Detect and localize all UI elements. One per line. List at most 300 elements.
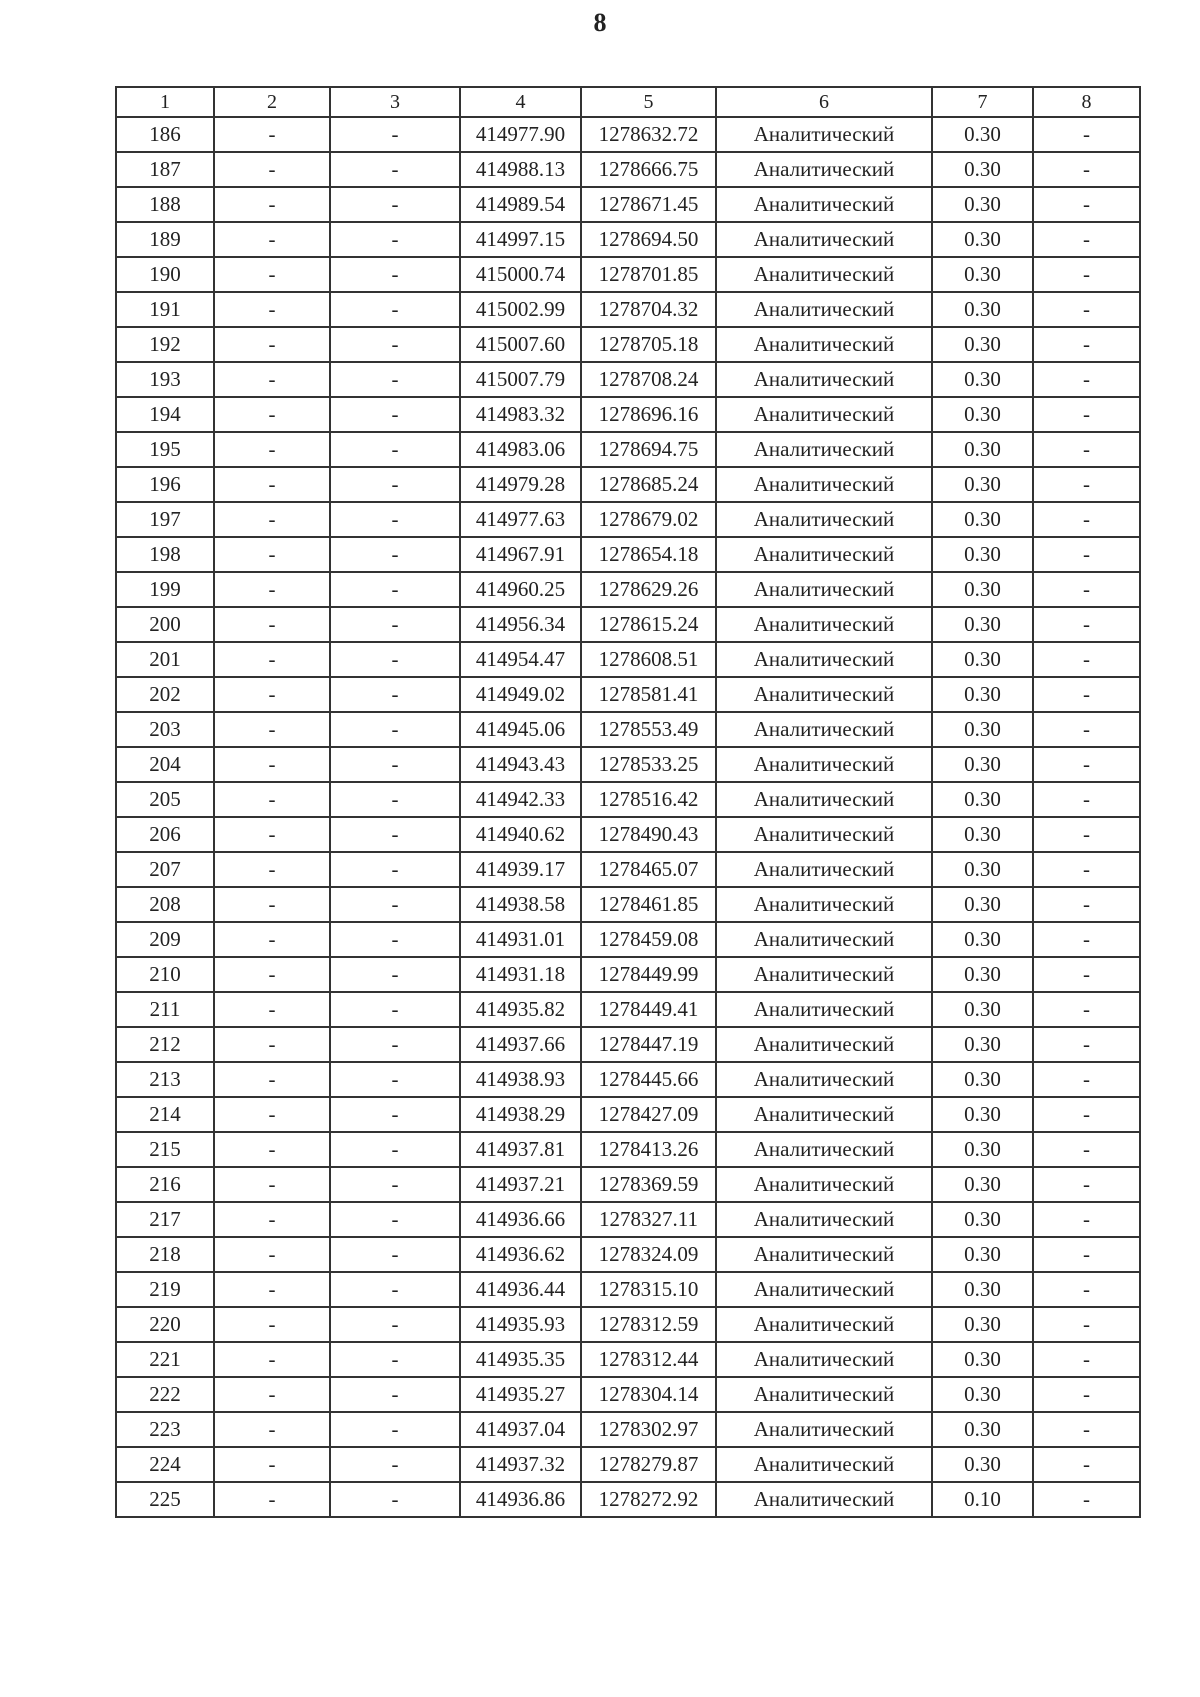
y-coordinate-cell: 1278279.87 [581,1447,716,1482]
point-number-cell: 192 [116,327,214,362]
y-coordinate-cell: 1278272.92 [581,1482,716,1517]
point-number-cell: 212 [116,1027,214,1062]
page-number: 8 [593,8,607,37]
column-2-cell: - [214,467,330,502]
x-coordinate-cell: 414936.66 [460,1202,581,1237]
x-coordinate-cell: 414949.02 [460,677,581,712]
column-8-cell: - [1033,502,1140,537]
column-2-cell: - [214,222,330,257]
accuracy-cell: 0.30 [932,922,1033,957]
method-cell: Аналитический [716,117,932,152]
column-3-cell: - [330,1342,460,1377]
point-number-cell: 217 [116,1202,214,1237]
y-coordinate-cell: 1278654.18 [581,537,716,572]
accuracy-cell: 0.30 [932,1027,1033,1062]
x-coordinate-cell: 414935.35 [460,1342,581,1377]
column-3-cell: - [330,152,460,187]
column-3-cell: - [330,1412,460,1447]
column-3-cell: - [330,887,460,922]
y-coordinate-cell: 1278413.26 [581,1132,716,1167]
y-coordinate-cell: 1278708.24 [581,362,716,397]
point-number-column-header: 1 [116,87,214,117]
column-3-cell: - [330,1097,460,1132]
point-number-cell: 189 [116,222,214,257]
y-coordinate-cell: 1278632.72 [581,117,716,152]
accuracy-cell: 0.30 [932,817,1033,852]
y-coordinate-cell: 1278629.26 [581,572,716,607]
accuracy-cell: 0.30 [932,1412,1033,1447]
column-2-cell: - [214,1272,330,1307]
table-row [116,642,1140,677]
column-2-cell: - [214,397,330,432]
y-coordinate-cell: 1278302.97 [581,1412,716,1447]
method-cell: Аналитический [716,1377,932,1412]
column-2-cell: - [214,1062,330,1097]
accuracy-cell: 0.30 [932,1202,1033,1237]
column-3-cell: - [330,292,460,327]
point-number-cell: 193 [116,362,214,397]
y-coordinate-cell: 1278533.25 [581,747,716,782]
y-coordinate-cell: 1278685.24 [581,467,716,502]
point-number-cell: 223 [116,1412,214,1447]
method-cell: Аналитический [716,922,932,957]
point-number-cell: 197 [116,502,214,537]
table-row [116,1412,1140,1447]
x-coordinate-cell: 414937.32 [460,1447,581,1482]
x-coordinate-cell: 414938.58 [460,887,581,922]
column-2-cell: - [214,1412,330,1447]
y-coordinate-column-header: 5 [581,87,716,117]
point-number-cell: 199 [116,572,214,607]
accuracy-cell: 0.30 [932,222,1033,257]
column-8-cell: - [1033,922,1140,957]
y-coordinate-cell: 1278516.42 [581,782,716,817]
point-number-cell: 224 [116,1447,214,1482]
x-coordinate-cell: 414937.21 [460,1167,581,1202]
column-2-cell: - [214,677,330,712]
x-coordinate-cell: 415007.79 [460,362,581,397]
column-2-header: 2 [214,87,330,117]
column-3-cell: - [330,397,460,432]
y-coordinate-cell: 1278694.75 [581,432,716,467]
method-cell: Аналитический [716,572,932,607]
table-row [116,1132,1140,1167]
accuracy-cell: 0.30 [932,1342,1033,1377]
x-coordinate-cell: 414954.47 [460,642,581,677]
table-row [116,1447,1140,1482]
x-coordinate-cell: 414989.54 [460,187,581,222]
x-coordinate-cell: 414943.43 [460,747,581,782]
accuracy-cell: 0.30 [932,712,1033,747]
point-number-cell: 206 [116,817,214,852]
column-3-cell: - [330,1272,460,1307]
table-row [116,1027,1140,1062]
accuracy-cell: 0.30 [932,1097,1033,1132]
method-cell: Аналитический [716,992,932,1027]
column-2-cell: - [214,362,330,397]
column-3-cell: - [330,117,460,152]
y-coordinate-cell: 1278315.10 [581,1272,716,1307]
point-number-cell: 211 [116,992,214,1027]
table-row [116,712,1140,747]
accuracy-cell: 0.10 [932,1482,1033,1517]
method-cell: Аналитический [716,1027,932,1062]
column-3-cell: - [330,1027,460,1062]
column-8-cell: - [1033,467,1140,502]
y-coordinate-cell: 1278449.41 [581,992,716,1027]
column-3-cell: - [330,362,460,397]
column-3-cell: - [330,817,460,852]
column-2-cell: - [214,572,330,607]
column-8-cell: - [1033,1412,1140,1447]
column-3-header: 3 [330,87,460,117]
x-coordinate-cell: 414983.06 [460,432,581,467]
y-coordinate-cell: 1278704.32 [581,292,716,327]
table-row [116,327,1140,362]
accuracy-cell: 0.30 [932,1132,1033,1167]
column-3-cell: - [330,677,460,712]
point-number-cell: 214 [116,1097,214,1132]
table-row [116,117,1140,152]
point-number-cell: 200 [116,607,214,642]
accuracy-cell: 0.30 [932,1237,1033,1272]
method-cell: Аналитический [716,1272,932,1307]
table-row [116,1272,1140,1307]
method-cell: Аналитический [716,1412,932,1447]
column-2-cell: - [214,1307,330,1342]
column-2-cell: - [214,782,330,817]
accuracy-cell: 0.30 [932,747,1033,782]
method-cell: Аналитический [716,677,932,712]
point-number-cell: 213 [116,1062,214,1097]
column-8-cell: - [1033,257,1140,292]
column-8-cell: - [1033,1062,1140,1097]
method-cell: Аналитический [716,1342,932,1377]
y-coordinate-cell: 1278701.85 [581,257,716,292]
method-cell: Аналитический [716,887,932,922]
column-2-cell: - [214,607,330,642]
x-coordinate-cell: 414931.01 [460,922,581,957]
table-row [116,502,1140,537]
column-8-cell: - [1033,992,1140,1027]
column-8-cell: - [1033,1027,1140,1062]
x-coordinate-cell: 414945.06 [460,712,581,747]
x-coordinate-cell: 414938.93 [460,1062,581,1097]
table-row [116,677,1140,712]
table-row [116,782,1140,817]
method-cell: Аналитический [716,467,932,502]
method-cell: Аналитический [716,1167,932,1202]
column-3-cell: - [330,1062,460,1097]
x-coordinate-cell: 414977.90 [460,117,581,152]
accuracy-cell: 0.30 [932,642,1033,677]
point-number-cell: 205 [116,782,214,817]
column-2-cell: - [214,992,330,1027]
y-coordinate-cell: 1278304.14 [581,1377,716,1412]
column-2-cell: - [214,712,330,747]
table-body [116,117,1140,1517]
column-8-cell: - [1033,327,1140,362]
column-8-cell: - [1033,432,1140,467]
x-coordinate-cell: 415007.60 [460,327,581,362]
table-row [116,397,1140,432]
column-8-cell: - [1033,152,1140,187]
column-8-cell: - [1033,817,1140,852]
point-number-cell: 186 [116,117,214,152]
point-number-cell: 195 [116,432,214,467]
column-8-cell: - [1033,607,1140,642]
x-coordinate-cell: 414939.17 [460,852,581,887]
point-number-cell: 221 [116,1342,214,1377]
column-2-cell: - [214,257,330,292]
column-2-cell: - [214,1132,330,1167]
point-number-cell: 209 [116,922,214,957]
table-row [116,1482,1140,1517]
column-3-cell: - [330,607,460,642]
column-3-cell: - [330,1202,460,1237]
point-number-cell: 194 [116,397,214,432]
column-8-cell: - [1033,1097,1140,1132]
x-coordinate-cell: 414936.62 [460,1237,581,1272]
point-number-cell: 219 [116,1272,214,1307]
column-8-cell: - [1033,187,1140,222]
column-8-header: 8 [1033,87,1140,117]
accuracy-cell: 0.30 [932,992,1033,1027]
point-number-cell: 188 [116,187,214,222]
column-3-cell: - [330,1307,460,1342]
y-coordinate-cell: 1278327.11 [581,1202,716,1237]
x-coordinate-cell: 414938.29 [460,1097,581,1132]
column-8-cell: - [1033,1342,1140,1377]
column-3-cell: - [330,747,460,782]
column-3-cell: - [330,642,460,677]
x-coordinate-cell: 414937.81 [460,1132,581,1167]
column-3-cell: - [330,537,460,572]
column-3-cell: - [330,222,460,257]
table-row [116,1342,1140,1377]
method-cell: Аналитический [716,747,932,782]
column-2-cell: - [214,1027,330,1062]
x-coordinate-cell: 414977.63 [460,502,581,537]
accuracy-cell: 0.30 [932,677,1033,712]
y-coordinate-cell: 1278459.08 [581,922,716,957]
column-8-cell: - [1033,782,1140,817]
x-coordinate-cell: 414979.28 [460,467,581,502]
column-2-cell: - [214,502,330,537]
point-number-cell: 201 [116,642,214,677]
column-2-cell: - [214,817,330,852]
column-8-cell: - [1033,887,1140,922]
table-row [116,257,1140,292]
accuracy-cell: 0.30 [932,1272,1033,1307]
point-number-cell: 216 [116,1167,214,1202]
accuracy-cell: 0.30 [932,152,1033,187]
x-coordinate-cell: 414942.33 [460,782,581,817]
y-coordinate-cell: 1278581.41 [581,677,716,712]
x-coordinate-cell: 414937.04 [460,1412,581,1447]
table-row [116,747,1140,782]
x-coordinate-cell: 414931.18 [460,957,581,992]
y-coordinate-cell: 1278608.51 [581,642,716,677]
accuracy-cell: 0.30 [932,957,1033,992]
column-3-cell: - [330,1167,460,1202]
column-8-cell: - [1033,642,1140,677]
point-number-cell: 198 [116,537,214,572]
method-cell: Аналитический [716,152,932,187]
method-cell: Аналитический [716,607,932,642]
column-2-cell: - [214,922,330,957]
accuracy-cell: 0.30 [932,397,1033,432]
method-cell: Аналитический [716,327,932,362]
point-number-cell: 218 [116,1237,214,1272]
accuracy-cell: 0.30 [932,467,1033,502]
column-8-cell: - [1033,362,1140,397]
column-2-cell: - [214,1202,330,1237]
x-coordinate-cell: 414936.44 [460,1272,581,1307]
point-number-cell: 208 [116,887,214,922]
accuracy-cell: 0.30 [932,1062,1033,1097]
column-8-cell: - [1033,117,1140,152]
method-cell: Аналитический [716,187,932,222]
column-3-cell: - [330,957,460,992]
method-cell: Аналитический [716,537,932,572]
table-row [116,467,1140,502]
column-8-cell: - [1033,397,1140,432]
point-number-cell: 196 [116,467,214,502]
column-2-cell: - [214,1342,330,1377]
point-number-cell: 222 [116,1377,214,1412]
point-number-cell: 207 [116,852,214,887]
column-2-cell: - [214,152,330,187]
column-2-cell: - [214,1097,330,1132]
accuracy-cell: 0.30 [932,572,1033,607]
table-row [116,572,1140,607]
x-coordinate-cell: 414997.15 [460,222,581,257]
accuracy-cell: 0.30 [932,1377,1033,1412]
table-row [116,1062,1140,1097]
column-8-cell: - [1033,747,1140,782]
point-number-cell: 190 [116,257,214,292]
column-3-cell: - [330,327,460,362]
y-coordinate-cell: 1278312.59 [581,1307,716,1342]
column-8-cell: - [1033,677,1140,712]
table-row [116,362,1140,397]
column-3-cell: - [330,432,460,467]
x-coordinate-cell: 415002.99 [460,292,581,327]
table-row [116,152,1140,187]
table-row [116,1097,1140,1132]
table-row [116,432,1140,467]
method-cell: Аналитический [716,502,932,537]
y-coordinate-cell: 1278449.99 [581,957,716,992]
column-2-cell: - [214,1482,330,1517]
column-2-cell: - [214,432,330,467]
table-row [116,1377,1140,1412]
column-8-cell: - [1033,1202,1140,1237]
method-cell: Аналитический [716,1062,932,1097]
column-8-cell: - [1033,1447,1140,1482]
table-row [116,222,1140,257]
column-8-cell: - [1033,572,1140,607]
column-3-cell: - [330,257,460,292]
table-row [116,1167,1140,1202]
column-3-cell: - [330,1447,460,1482]
accuracy-cell: 0.30 [932,537,1033,572]
point-number-cell: 210 [116,957,214,992]
column-3-cell: - [330,922,460,957]
table-row [116,607,1140,642]
method-cell: Аналитический [716,1447,932,1482]
x-coordinate-cell: 414940.62 [460,817,581,852]
accuracy-cell: 0.30 [932,432,1033,467]
point-number-cell: 215 [116,1132,214,1167]
table-row [116,992,1140,1027]
x-coordinate-cell: 414936.86 [460,1482,581,1517]
y-coordinate-cell: 1278705.18 [581,327,716,362]
method-cell: Аналитический [716,817,932,852]
column-8-cell: - [1033,957,1140,992]
accuracy-cell: 0.30 [932,187,1033,222]
method-cell: Аналитический [716,222,932,257]
y-coordinate-cell: 1278694.50 [581,222,716,257]
column-2-cell: - [214,642,330,677]
x-coordinate-column-header: 4 [460,87,581,117]
accuracy-cell: 0.30 [932,782,1033,817]
y-coordinate-cell: 1278312.44 [581,1342,716,1377]
accuracy-cell: 0.30 [932,607,1033,642]
y-coordinate-cell: 1278553.49 [581,712,716,747]
method-cell: Аналитический [716,257,932,292]
method-cell: Аналитический [716,782,932,817]
coordinates-table [115,86,1141,1518]
table-row [116,887,1140,922]
column-8-cell: - [1033,1167,1140,1202]
accuracy-cell: 0.30 [932,1447,1033,1482]
column-2-cell: - [214,1377,330,1412]
method-cell: Аналитический [716,397,932,432]
method-cell: Аналитический [716,1482,932,1517]
x-coordinate-cell: 414967.91 [460,537,581,572]
column-8-cell: - [1033,537,1140,572]
x-coordinate-cell: 415000.74 [460,257,581,292]
column-2-cell: - [214,537,330,572]
column-8-cell: - [1033,1132,1140,1167]
method-cell: Аналитический [716,292,932,327]
accuracy-cell: 0.30 [932,887,1033,922]
column-2-cell: - [214,957,330,992]
method-cell: Аналитический [716,1132,932,1167]
column-8-cell: - [1033,1272,1140,1307]
column-2-cell: - [214,187,330,222]
column-2-cell: - [214,747,330,782]
column-3-cell: - [330,852,460,887]
accuracy-cell: 0.30 [932,257,1033,292]
x-coordinate-cell: 414935.93 [460,1307,581,1342]
y-coordinate-cell: 1278447.19 [581,1027,716,1062]
column-8-cell: - [1033,1307,1140,1342]
y-coordinate-cell: 1278696.16 [581,397,716,432]
method-cell: Аналитический [716,432,932,467]
column-2-cell: - [214,887,330,922]
column-3-cell: - [330,187,460,222]
table-header-row [116,87,1140,117]
column-3-cell: - [330,1377,460,1412]
column-2-cell: - [214,1237,330,1272]
column-8-cell: - [1033,222,1140,257]
column-3-cell: - [330,1237,460,1272]
method-cell: Аналитический [716,712,932,747]
column-2-cell: - [214,327,330,362]
